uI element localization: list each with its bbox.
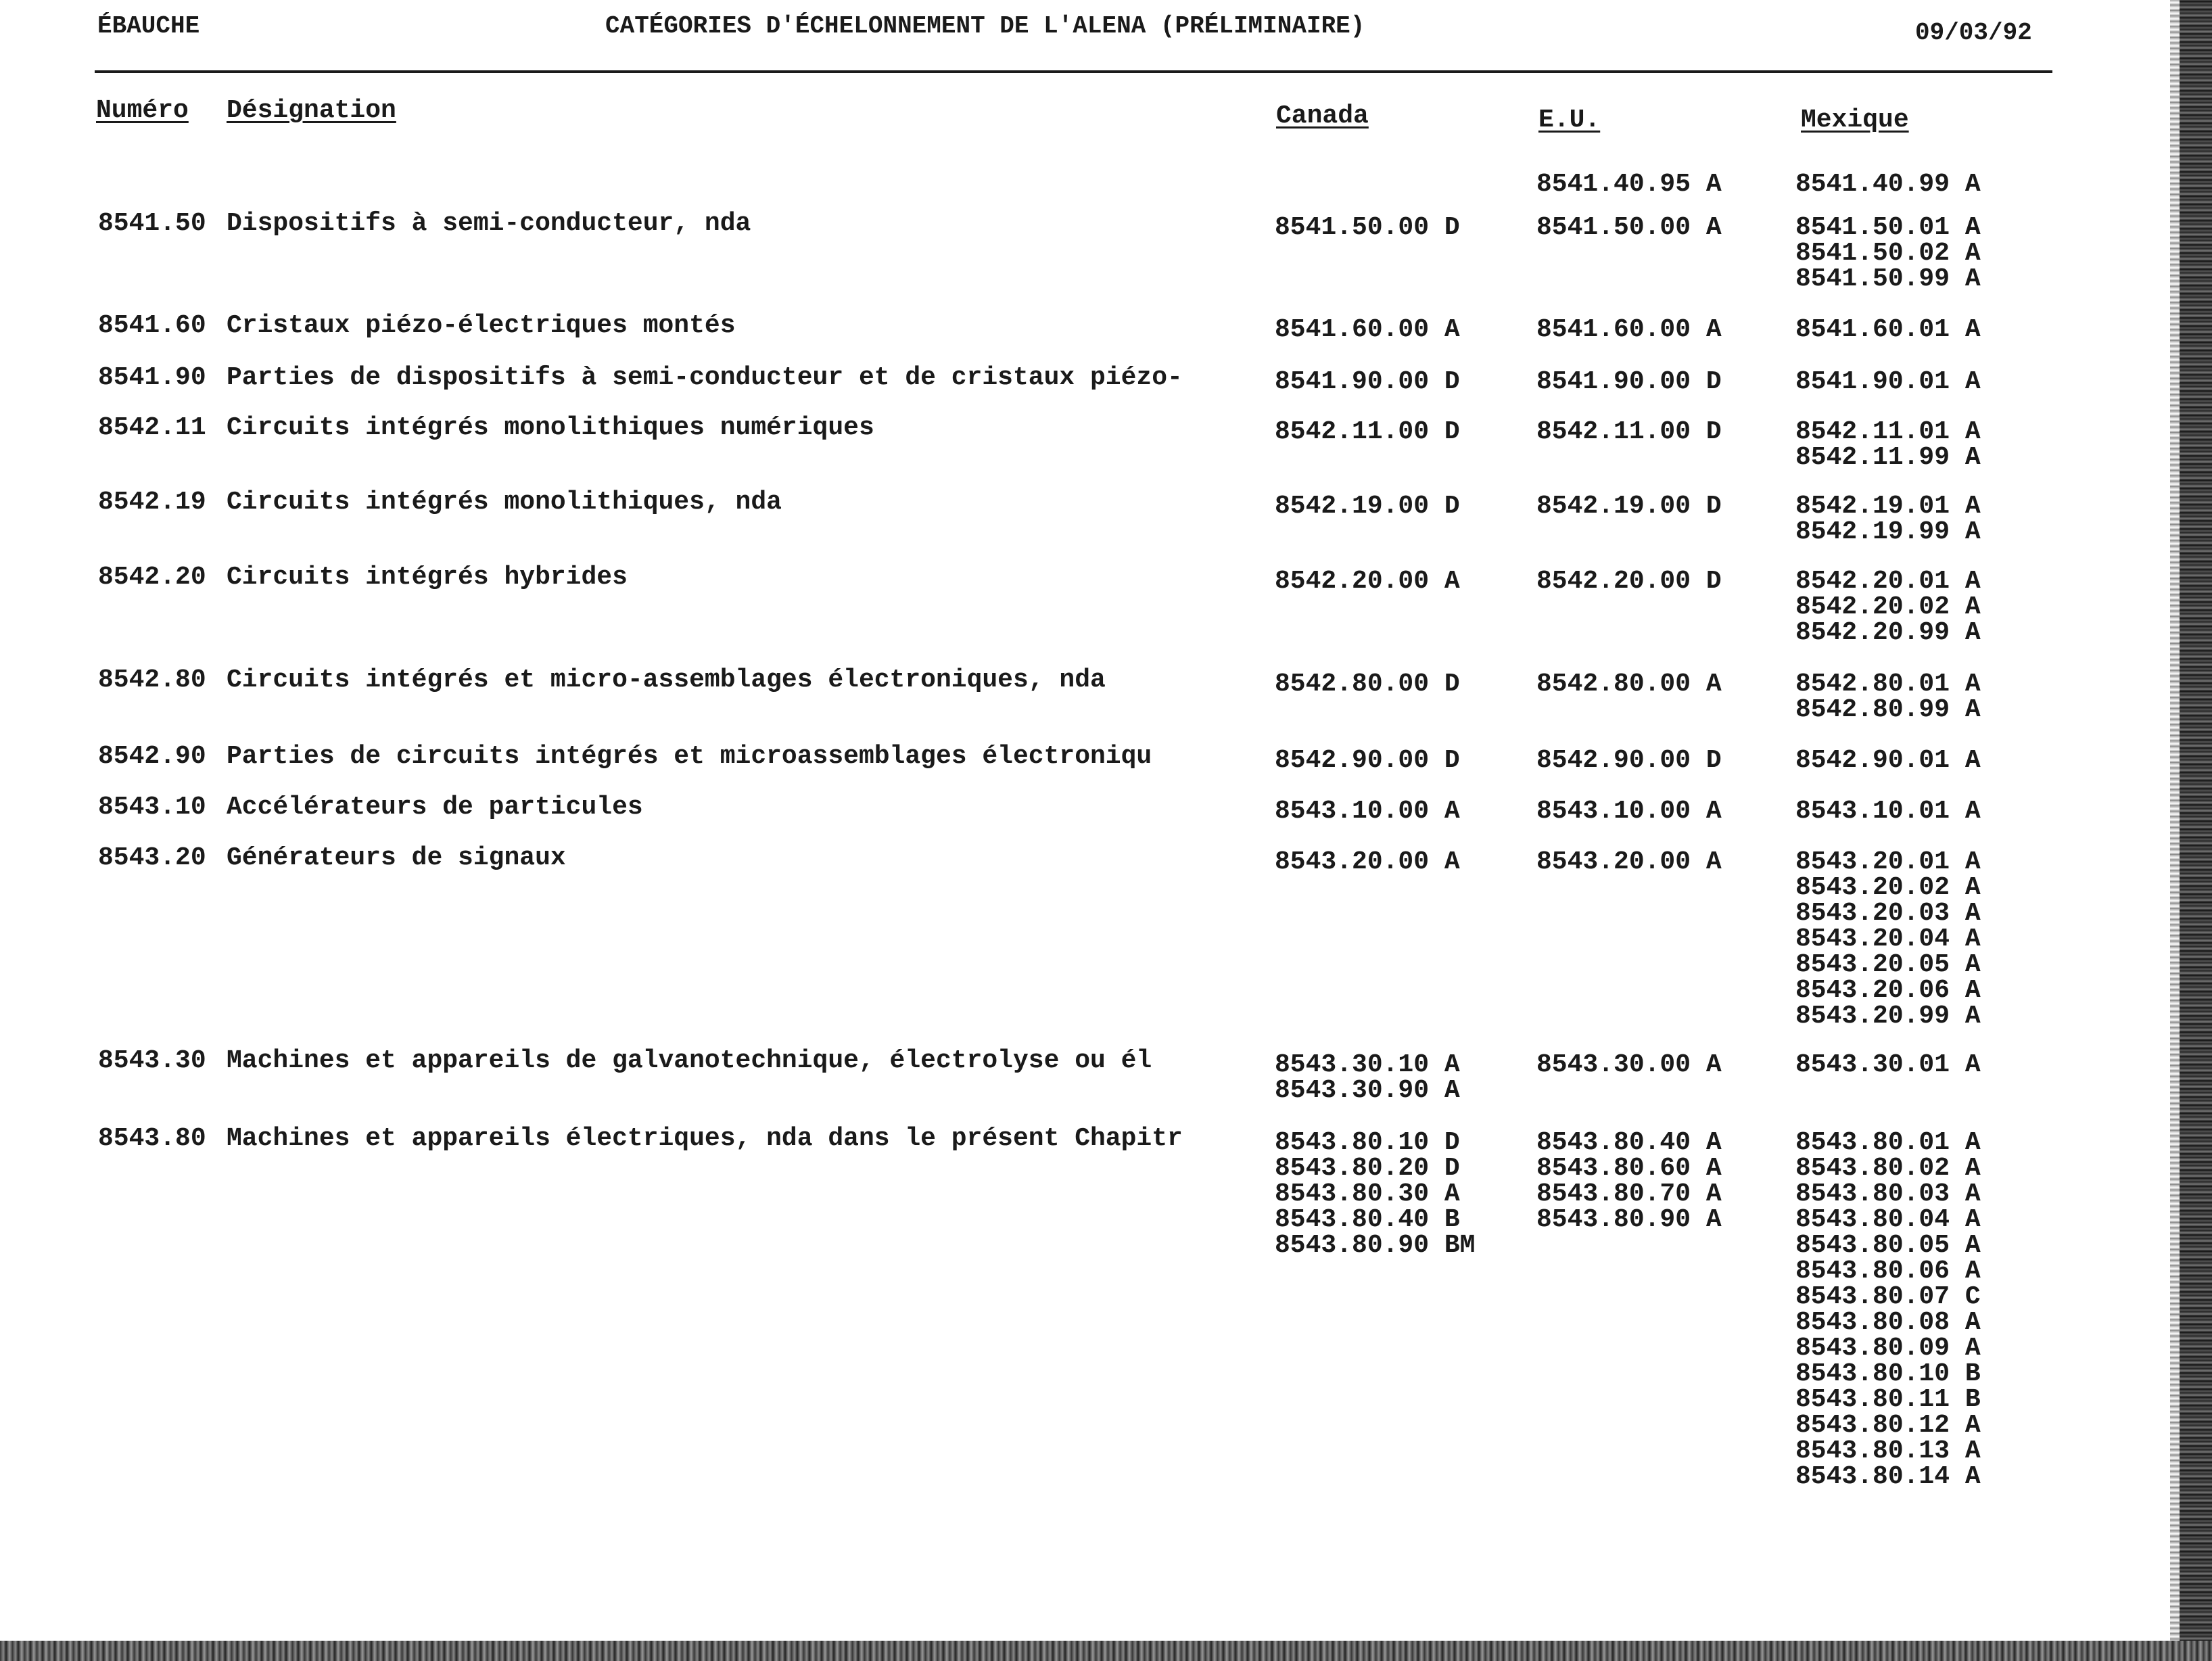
tariff-code: 8542.20.02 A [1795,592,1981,622]
tariff-code: 8541.60.00 A [1275,315,1460,344]
row-number: 8542.90 [98,742,206,771]
row-designation: Circuits intégrés monolithiques numériques [227,413,874,442]
document-title: CATÉGORIES D'ÉCHELONNEMENT DE L'ALENA (PRÉLIMINAIRE) [605,12,1365,40]
tariff-code: 8542.19.00 D [1536,492,1722,521]
row-mexico-codes [1795,494,1981,545]
tariff-code: 8543.20.03 A [1795,899,1981,928]
row-canada-codes [1275,1052,1460,1104]
tariff-code: 8543.80.11 B [1795,1385,1981,1414]
row-designation: Cristaux piézo-électriques montés [227,311,736,340]
row-mexico-codes [1795,369,1981,395]
row-us-codes [1536,569,1722,594]
row-number: 8542.80 [98,665,206,695]
tariff-code: 8543.10.00 A [1275,797,1460,826]
tariff-code: 8543.80.14 A [1795,1462,1981,1491]
row-canada-codes [1275,672,1460,697]
row-number: 8542.11 [98,413,206,442]
column-header-mexico: Mexique [1801,106,1909,135]
tariff-code: 8543.80.90 A [1536,1205,1722,1234]
tariff-code: 8543.80.10 B [1795,1359,1981,1388]
tariff-code: 8543.80.05 A [1795,1231,1981,1260]
row-number: 8543.80 [98,1124,206,1153]
column-header-canada: Canada [1276,101,1369,131]
row-us-codes [1536,672,1722,697]
row-canada-codes [1275,317,1460,343]
tariff-code: 8541.60.01 A [1795,315,1981,344]
tariff-code: 8543.80.09 A [1795,1334,1981,1363]
row-mexico-codes [1795,419,1981,471]
tariff-code: 8543.20.00 A [1536,847,1722,876]
row-canada-codes [1275,748,1460,774]
tariff-code: 8543.20.00 A [1275,847,1460,876]
tariff-code: 8543.80.20 D [1275,1154,1460,1183]
tariff-code: 8541.40.95 A [1536,170,1722,199]
row-designation: Parties de dispositifs à semi-conducteur et de cristaux piézo- [227,363,1183,392]
row-number: 8543.10 [98,793,206,822]
tariff-code: 8543.20.05 A [1795,950,1981,979]
tariff-code: 8542.11.99 A [1795,443,1981,472]
tariff-code: 8543.30.90 A [1275,1076,1460,1105]
row-canada-codes [1275,369,1460,395]
tariff-code: 8541.50.01 A [1795,213,1981,242]
tariff-code: 8541.50.00 A [1536,213,1722,242]
row-mexico-codes [1795,672,1981,723]
tariff-code: 8543.80.02 A [1795,1154,1981,1183]
tariff-code: 8542.90.00 D [1275,746,1460,775]
row-mexico-codes [1795,748,1981,774]
tariff-code: 8542.90.00 D [1536,746,1722,775]
tariff-code: 8543.80.08 A [1795,1308,1981,1337]
row-number: 8543.20 [98,843,206,872]
row-mexico-codes [1795,849,1981,1029]
tariff-code: 8542.11.01 A [1795,417,1981,446]
column-header-us: E.U. [1538,106,1601,135]
tariff-code: 8542.19.01 A [1795,492,1981,521]
tariff-code: 8542.80.99 A [1795,695,1981,724]
tariff-code: 8543.80.40 B [1275,1205,1460,1234]
row-number: 8541.50 [98,209,206,238]
tariff-code: 8542.20.01 A [1795,567,1981,596]
tariff-code: 8541.40.99 A [1795,170,1981,199]
document-date: 09/03/92 [1915,19,2032,47]
tariff-code: 8543.10.00 A [1536,797,1722,826]
row-designation: Parties de circuits intégrés et microassemblages électroniqu [227,742,1152,771]
tariff-code: 8542.20.00 D [1536,567,1722,596]
tariff-code: 8541.90.01 A [1795,367,1981,396]
row-us-codes [1536,1130,1722,1233]
tariff-code: 8541.50.00 D [1275,213,1460,242]
row-us-codes [1536,215,1722,241]
tariff-code: 8543.20.02 A [1795,873,1981,902]
row-mexico-codes [1795,1130,1981,1490]
tariff-code: 8543.80.03 A [1795,1179,1981,1209]
row-designation: Machines et appareils de galvanotechnique, électrolyse ou él [227,1046,1152,1075]
tariff-code: 8543.80.04 A [1795,1205,1981,1234]
row-us-codes [1536,1052,1722,1078]
row-designation: Circuits intégrés hybrides [227,563,628,592]
row-designation: Machines et appareils électriques, nda dans le présent Chapitr [227,1124,1183,1153]
row-number: 8542.19 [98,488,206,517]
header-rule [95,70,2052,73]
row-canada-codes [1275,215,1460,241]
tariff-code: 8542.20.00 A [1275,567,1460,596]
tariff-code: 8541.50.02 A [1795,239,1981,268]
tariff-code: 8543.80.07 C [1795,1282,1981,1311]
row-number: 8541.60 [98,311,206,340]
row-us-codes [1536,419,1722,445]
tariff-code: 8543.80.60 A [1536,1154,1722,1183]
row-mexico-codes [1795,1052,1981,1078]
tariff-code: 8542.19.00 D [1275,492,1460,521]
tariff-code: 8543.20.01 A [1795,847,1981,876]
tariff-code: 8542.90.01 A [1795,746,1981,775]
tariff-code: 8543.10.01 A [1795,797,1981,826]
tariff-code: 8543.30.01 A [1795,1050,1981,1079]
tariff-code: 8541.90.00 D [1536,367,1722,396]
row-us-codes [1536,172,1722,197]
row-designation: Accélérateurs de particules [227,793,643,822]
tariff-code: 8543.80.10 D [1275,1128,1460,1157]
tariff-code: 8541.60.00 A [1536,315,1722,344]
column-header-designation: Désignation [227,96,396,125]
tariff-code: 8543.80.40 A [1536,1128,1722,1157]
row-us-codes [1536,799,1722,824]
tariff-code: 8543.80.12 A [1795,1411,1981,1440]
tariff-code: 8543.80.06 A [1795,1257,1981,1286]
row-canada-codes [1275,494,1460,519]
row-us-codes [1536,369,1722,395]
tariff-code: 8543.20.04 A [1795,925,1981,954]
row-us-codes [1536,317,1722,343]
tariff-code: 8542.11.00 D [1536,417,1722,446]
row-designation: Dispositifs à semi-conducteur, nda [227,209,751,238]
row-designation: Circuits intégrés monolithiques, nda [227,488,782,517]
scan-edge-right [2180,0,2212,1661]
tariff-code: 8543.20.06 A [1795,976,1981,1005]
row-mexico-codes [1795,215,1981,292]
row-canada-codes [1275,1130,1475,1259]
tariff-code: 8543.20.99 A [1795,1002,1981,1031]
row-us-codes [1536,748,1722,774]
row-mexico-codes [1795,569,1981,646]
tariff-code: 8543.80.01 A [1795,1128,1981,1157]
row-mexico-codes [1795,317,1981,343]
column-header-number: Numéro [96,96,189,125]
tariff-code: 8542.11.00 D [1275,417,1460,446]
row-mexico-codes [1795,172,1981,197]
scan-edge-bottom [0,1641,2212,1661]
row-number: 8542.20 [98,563,206,592]
row-canada-codes [1275,419,1460,445]
row-us-codes [1536,849,1722,875]
row-designation: Circuits intégrés et micro-assemblages électroniques, nda [227,665,1106,695]
tariff-code: 8542.80.00 A [1536,670,1722,699]
row-mexico-codes [1795,799,1981,824]
tariff-code: 8542.80.01 A [1795,670,1981,699]
tariff-code: 8543.80.70 A [1536,1179,1722,1209]
draft-label: ÉBAUCHE [97,12,200,40]
row-canada-codes [1275,799,1460,824]
tariff-code: 8543.30.00 A [1536,1050,1722,1079]
tariff-code: 8543.80.13 A [1795,1436,1981,1466]
tariff-code: 8542.20.99 A [1795,618,1981,647]
row-canada-codes [1275,849,1460,875]
tariff-code: 8543.30.10 A [1275,1050,1460,1079]
tariff-code: 8542.80.00 D [1275,670,1460,699]
row-canada-codes [1275,569,1460,594]
tariff-code: 8543.80.30 A [1275,1179,1460,1209]
tariff-code: 8543.80.90 BM [1275,1231,1476,1260]
row-designation: Générateurs de signaux [227,843,566,872]
tariff-code: 8542.19.99 A [1795,517,1981,546]
row-number: 8541.90 [98,363,206,392]
tariff-code: 8541.90.00 D [1275,367,1460,396]
row-us-codes [1536,494,1722,519]
tariff-code: 8541.50.99 A [1795,264,1981,294]
row-number: 8543.30 [98,1046,206,1075]
